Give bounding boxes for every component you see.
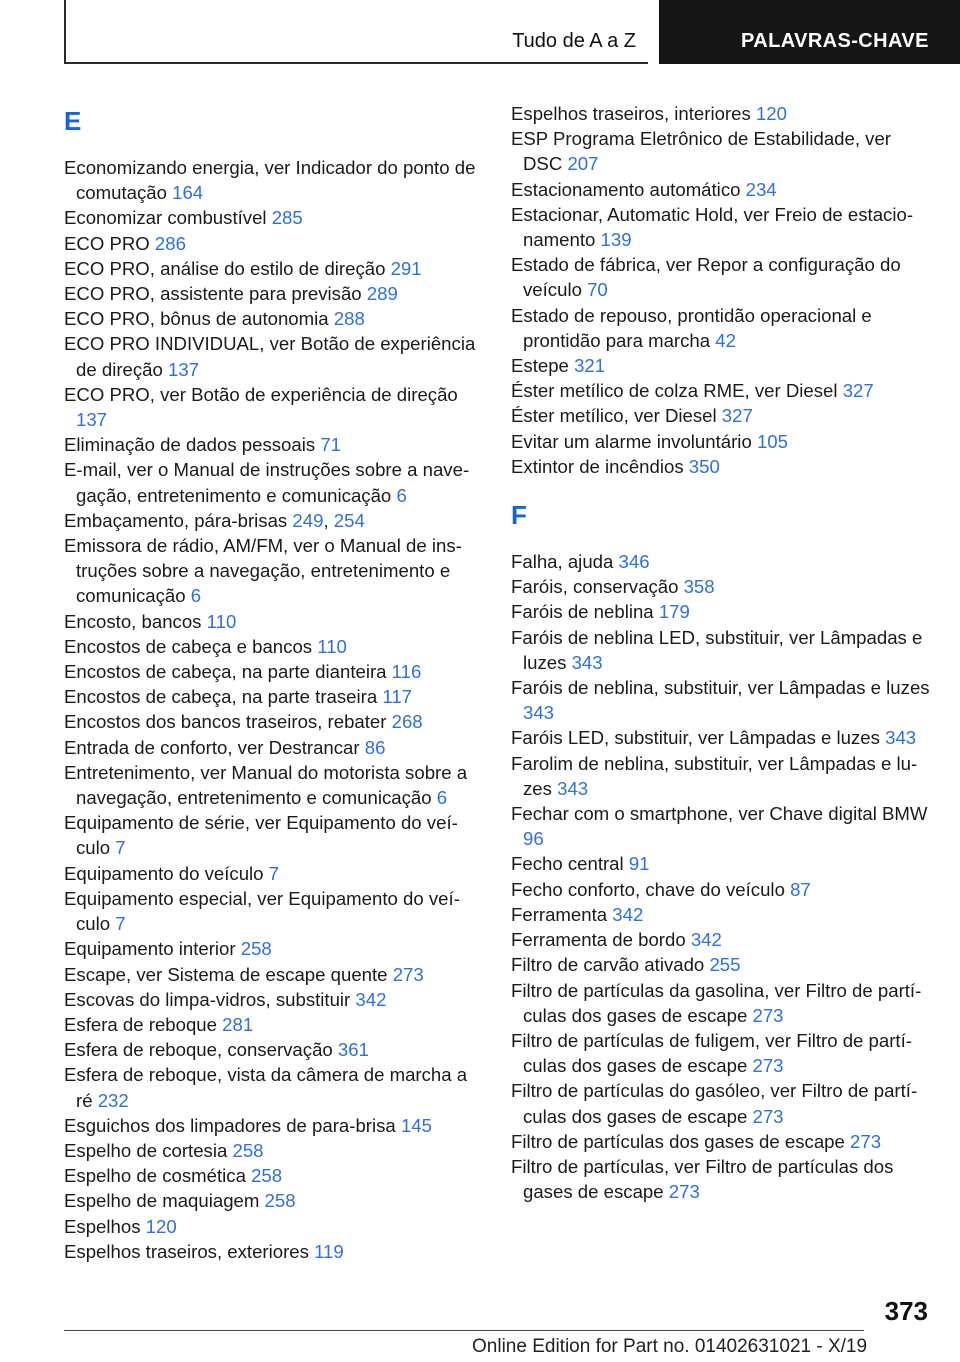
index-column-left xyxy=(64,101,484,1264)
page-reference-link[interactable]: 255 xyxy=(709,954,741,976)
page-reference-link[interactable]: 327 xyxy=(842,380,874,402)
page-reference-link[interactable]: 346 xyxy=(618,551,650,573)
index-entry-text: Encosto, bancos xyxy=(64,610,207,632)
index-entry xyxy=(64,1214,484,1239)
index-entry xyxy=(511,403,931,428)
index-entry xyxy=(64,1239,484,1264)
index-entry-text: Evitar um alarme involuntário xyxy=(511,430,757,452)
index-entry xyxy=(64,735,484,760)
index-entry-text: Farolim de neblina, substituir, ver Lâmpadas e luzes xyxy=(511,752,918,799)
page-reference-link[interactable]: 120 xyxy=(145,1215,177,1237)
index-entry xyxy=(64,382,484,432)
index-entry xyxy=(511,126,931,176)
index-entry-text: Estepe xyxy=(511,355,575,377)
index-entry-text: Economizar combustível xyxy=(64,207,272,229)
index-column-right xyxy=(511,101,931,1204)
page-reference-link[interactable]: 86 xyxy=(364,736,386,758)
index-entry-text: Fecho conforto, chave do veículo xyxy=(511,878,791,900)
index-entry-text: Extintor de incêndios xyxy=(511,455,689,477)
page-reference-link[interactable]: 350 xyxy=(688,455,720,477)
index-entry xyxy=(511,952,931,977)
page-reference-link[interactable]: 234 xyxy=(745,178,777,200)
index-entry-text: Filtro de partículas de fuligem, ver Filtro de partículas dos gases de escape xyxy=(511,1029,912,1077)
index-entry xyxy=(511,429,931,454)
page-reference-link[interactable]: 273 xyxy=(668,1181,700,1203)
index-entry xyxy=(64,659,484,684)
index-entry xyxy=(511,1154,931,1204)
page-reference-link[interactable]: 145 xyxy=(400,1114,432,1136)
index-entries-left xyxy=(64,155,484,1264)
index-entry xyxy=(511,625,931,675)
index-entry-text: Éster metílico, ver Diesel xyxy=(511,405,722,427)
index-entry-text: Espelho de cosmética xyxy=(64,1165,252,1187)
index-entry-text: Espelhos traseiros, exteriores xyxy=(64,1240,315,1262)
page-reference-link[interactable]: 258 xyxy=(232,1139,264,1161)
index-entry-text: Embaçamento, pára-brisas xyxy=(64,509,293,531)
index-entry xyxy=(511,751,931,801)
index-entry xyxy=(64,306,484,331)
index-entry-text: Esguichos dos limpadores de para-brisa xyxy=(64,1114,401,1136)
page-reference-link[interactable]: 258 xyxy=(264,1190,296,1212)
index-entry-text: ECO PRO xyxy=(64,232,155,254)
header-tab xyxy=(64,0,648,64)
index-entry xyxy=(64,609,484,634)
index-entry-text: Escape, ver Sistema de escape quente xyxy=(64,963,393,985)
index-entry-text: Faróis de neblina, substituir, ver Lâmpadas e luzes xyxy=(511,677,930,699)
index-entry-text: Espelho de maquiagem xyxy=(64,1190,265,1212)
index-entry xyxy=(64,1037,484,1062)
index-entry xyxy=(64,987,484,1012)
index-entry-text: ECO PRO, análise do estilo de direção xyxy=(64,257,391,279)
index-entry-text: Ferramenta de bordo xyxy=(511,929,691,951)
page-reference-link[interactable]: 6 xyxy=(436,787,448,809)
index-entry-text: Equipamento do veículo xyxy=(64,862,269,884)
index-letter-e: E xyxy=(64,106,82,136)
index-entry-text: Espelho de cortesia xyxy=(64,1139,233,1161)
index-entry-text: Filtro de partículas, ver Filtro de partículas dos gases de escape xyxy=(511,1155,894,1203)
page-reference-link[interactable]: 6 xyxy=(396,484,407,506)
index-entry-text: Falha, ajuda xyxy=(511,551,619,573)
page-reference-link[interactable]: 273 xyxy=(850,1130,882,1152)
index-entry xyxy=(64,231,484,256)
index-entry xyxy=(64,684,484,709)
page-reference-link[interactable]: 110 xyxy=(206,610,237,632)
index-entry xyxy=(64,155,484,205)
page-reference-link[interactable]: 273 xyxy=(752,1004,784,1026)
index-entry xyxy=(511,574,931,599)
index-entry xyxy=(64,861,484,886)
index-entry-text: ESP Programa Eletrônico de Estabilidade, ver DSC xyxy=(511,128,892,175)
index-entry-text: Filtro de partículas do gasóleo, ver Filtro de partículas dos gases de escape xyxy=(511,1080,918,1127)
index-entry xyxy=(64,331,484,381)
page-reference-link[interactable]: 342 xyxy=(690,929,722,951)
index-entry xyxy=(511,725,931,750)
index-entry-text: Emissora de rádio, AM/FM, ver o Manual de instruções sobre a navegação, entretenimento e comunicação xyxy=(64,535,462,607)
page-reference-link[interactable]: 120 xyxy=(755,103,787,124)
index-entry xyxy=(64,760,484,810)
index-entry-text: Equipamento de série, ver Equipamento do veículo xyxy=(64,812,458,859)
index-entry-text: Fechar com o smartphone, ver Chave digital BMW xyxy=(511,803,928,825)
page-reference-link[interactable]: 288 xyxy=(333,308,365,330)
page-reference-link[interactable]: 179 xyxy=(658,601,690,623)
page-reference-link[interactable]: 116 xyxy=(391,661,422,683)
index-entry-text: Faróis de neblina xyxy=(511,601,659,623)
index-entry xyxy=(64,936,484,961)
index-entry xyxy=(511,851,931,876)
page-reference-link[interactable]: 139 xyxy=(600,229,632,251)
footer-divider xyxy=(64,1330,864,1331)
index-entry xyxy=(511,252,931,302)
page-reference-link[interactable]: 342 xyxy=(612,903,644,925)
index-entry-text: Estacionar, Automatic Hold, ver Freio de estacionamento xyxy=(511,203,914,251)
index-entry-text: Estado de repouso, prontidão operacional e prontidão para marcha xyxy=(511,304,872,351)
page-reference-link[interactable]: 7 xyxy=(115,913,126,935)
index-entry-text: ECO PRO, assistente para previsão xyxy=(64,283,367,305)
page-reference-link[interactable]: 281 xyxy=(222,1013,254,1035)
index-entry xyxy=(511,675,931,725)
page-reference-link[interactable]: 70 xyxy=(587,279,608,301)
index-entry xyxy=(511,902,931,927)
page-reference-link[interactable]: 291 xyxy=(390,257,422,279)
index-entry xyxy=(64,281,484,306)
index-entry xyxy=(64,810,484,860)
index-entry-text: Encostos dos bancos traseiros, rebater xyxy=(64,711,392,733)
page-reference-link[interactable]: 105 xyxy=(756,430,788,452)
index-entry xyxy=(511,101,931,126)
index-entry-text: Eliminação de dados pessoais xyxy=(64,434,321,456)
page-number: 373 xyxy=(884,1296,928,1326)
index-entry-text: Equipamento interior xyxy=(64,938,241,960)
index-entry xyxy=(64,709,484,734)
index-entry xyxy=(511,1129,931,1154)
page-reference-link[interactable]: 358 xyxy=(683,576,715,598)
header-tab-text: Tudo de A a Z xyxy=(512,30,636,52)
index-entry xyxy=(64,457,484,507)
index-entry xyxy=(511,353,931,378)
index-entry-text: Filtro de partículas dos gases de escape xyxy=(511,1130,851,1152)
page-reference-link[interactable]: 42 xyxy=(715,329,736,351)
index-entry xyxy=(64,205,484,230)
index-entry-text: Esfera de reboque, vista da câmera de marcha a ré xyxy=(64,1064,468,1111)
index-entry xyxy=(64,432,484,457)
page-reference-link[interactable]: 258 xyxy=(251,1165,283,1187)
page-reference-link[interactable]: 342 xyxy=(355,988,387,1010)
index-entry-text: Entretenimento, ver Manual do motorista sobre a navegação, entretenimento e comunicação xyxy=(64,761,468,809)
page-reference-link[interactable]: 343 xyxy=(571,651,603,673)
index-entry xyxy=(64,1138,484,1163)
index-entry-text: Escovas do limpa-vidros, substituir xyxy=(64,988,356,1010)
index-entry xyxy=(511,978,931,1028)
page-reference-link[interactable]: 91 xyxy=(628,853,650,875)
page-reference-link[interactable]: 268 xyxy=(391,711,423,733)
index-entry xyxy=(64,1163,484,1188)
index-entry xyxy=(64,1062,484,1112)
index-entry-text: ECO PRO, ver Botão de experiência de direção xyxy=(64,383,458,405)
index-entry-text: Esfera de reboque, conservação xyxy=(64,1039,338,1061)
page-reference-link[interactable]: 137 xyxy=(76,409,108,431)
index-entry-text: Equipamento especial, ver Equipamento do veículo xyxy=(64,887,460,935)
index-entry xyxy=(64,886,484,936)
index-entry-text: Entrada de conforto, ver Destrancar xyxy=(64,736,365,758)
index-entry-text: ECO PRO INDIVIDUAL, ver Botão de experiência de direção xyxy=(64,333,476,380)
index-entry-text: Estacionamento automático xyxy=(511,178,746,200)
index-entry xyxy=(64,1113,484,1138)
index-entry-text: Ferramenta xyxy=(511,903,613,925)
index-entry xyxy=(511,801,931,851)
header-section-box xyxy=(659,0,960,64)
page-reference-link[interactable]: 289 xyxy=(366,283,398,305)
page-reference-link[interactable]: 343 xyxy=(557,777,589,799)
page-reference-link[interactable]: 6 xyxy=(190,585,202,607)
page-reference-link[interactable]: 249 xyxy=(292,509,324,531)
index-entry-text: Encostos de cabeça, na parte traseira xyxy=(64,686,383,708)
page-reference-link[interactable]: 321 xyxy=(574,355,606,377)
page-reference-link[interactable]: 285 xyxy=(271,207,303,229)
page-reference-link[interactable]: 343 xyxy=(885,727,917,749)
page-reference-link[interactable]: 164 xyxy=(172,182,204,204)
index-entry-text: Economizando energia, ver Indicador do ponto de comutação xyxy=(64,157,476,204)
index-entries-right-top xyxy=(511,101,931,479)
index-entry xyxy=(64,962,484,987)
page-reference-link[interactable]: 343 xyxy=(523,702,555,724)
index-entry-text: Estado de fábrica, ver Repor a configuração do veículo xyxy=(511,254,901,301)
page-reference-link[interactable]: 232 xyxy=(97,1089,129,1111)
index-entry xyxy=(511,599,931,624)
page-reference-link[interactable]: 327 xyxy=(721,405,753,427)
index-entry: Embaçamento, pára-brisas 249, 254 xyxy=(64,509,365,531)
footer-text: Online Edition for Part no. 01402631021 - X/19 xyxy=(472,1336,868,1357)
page-reference-link[interactable]: 273 xyxy=(752,1055,784,1077)
index-entry-text: ECO PRO, bônus de autonomia xyxy=(64,308,334,330)
page-reference-link[interactable]: 254 xyxy=(333,509,365,531)
index-entry xyxy=(64,533,484,609)
index-entry-text: Faróis de neblina LED, substituir, ver Lâmpadas e luzes xyxy=(511,626,923,673)
index-entry-text: Faróis, conservação xyxy=(511,576,684,598)
index-entry xyxy=(511,549,931,574)
index-entry-text: Éster metílico de colza RME, ver Diesel xyxy=(511,380,843,402)
index-entry xyxy=(511,1028,931,1078)
page-reference-link[interactable]: 96 xyxy=(523,828,544,850)
page-reference-link[interactable]: 7 xyxy=(268,862,280,884)
page-reference-link[interactable]: 286 xyxy=(154,232,186,254)
page-reference-link[interactable]: 117 xyxy=(382,686,413,708)
page-reference-link[interactable]: 137 xyxy=(168,358,200,380)
index-entry-text: Espelhos traseiros, interiores xyxy=(511,103,756,124)
index-entry-text: E-mail, ver o Manual de instruções sobre a navegação, entretenimento e comunicação xyxy=(64,459,470,506)
page-reference-link[interactable]: 273 xyxy=(752,1105,784,1127)
page-reference-link[interactable]: 110 xyxy=(317,635,347,657)
index-entry xyxy=(511,927,931,952)
index-entries-right xyxy=(511,549,931,1204)
index-entry xyxy=(64,256,484,281)
index-entry-text: Espelhos xyxy=(64,1215,146,1237)
index-entry-text: Encostos de cabeça, na parte dianteira xyxy=(64,661,392,683)
index-entry-text: Filtro de carvão ativado xyxy=(511,954,710,976)
page-reference-link[interactable]: 207 xyxy=(567,153,599,175)
index-entry xyxy=(64,1188,484,1213)
index-entry xyxy=(64,634,484,659)
index-entry xyxy=(64,1012,484,1037)
page-reference-link[interactable]: 71 xyxy=(320,434,342,456)
index-entry xyxy=(511,177,931,202)
index-entry-text: Filtro de partículas da gasolina, ver Filtro de partículas dos gases de escape xyxy=(511,979,922,1026)
header-section-label: PALAVRAS-CHAVE xyxy=(741,30,929,52)
index-entry xyxy=(511,1078,931,1128)
index-entry-text: Faróis LED, substituir, ver Lâmpadas e luzes xyxy=(511,727,886,749)
index-entry xyxy=(511,454,931,479)
index-entry xyxy=(511,378,931,403)
page-reference-link[interactable]: 7 xyxy=(115,837,126,859)
page-reference-link[interactable]: 258 xyxy=(240,938,272,960)
page-reference-link[interactable]: 273 xyxy=(392,963,424,985)
page-reference-link[interactable]: 87 xyxy=(790,878,811,900)
page-reference-link[interactable]: 119 xyxy=(314,1240,344,1262)
index-entry xyxy=(511,303,931,353)
index-entry-text: Fecho central xyxy=(511,853,629,875)
index-letter-f: F xyxy=(511,500,527,531)
page-reference-link[interactable]: 361 xyxy=(337,1039,369,1061)
index-entry xyxy=(511,202,931,252)
index-entry-text: Encostos de cabeça e bancos xyxy=(64,635,318,657)
index-entry-text: Esfera de reboque xyxy=(64,1013,223,1035)
index-entry xyxy=(511,877,931,902)
